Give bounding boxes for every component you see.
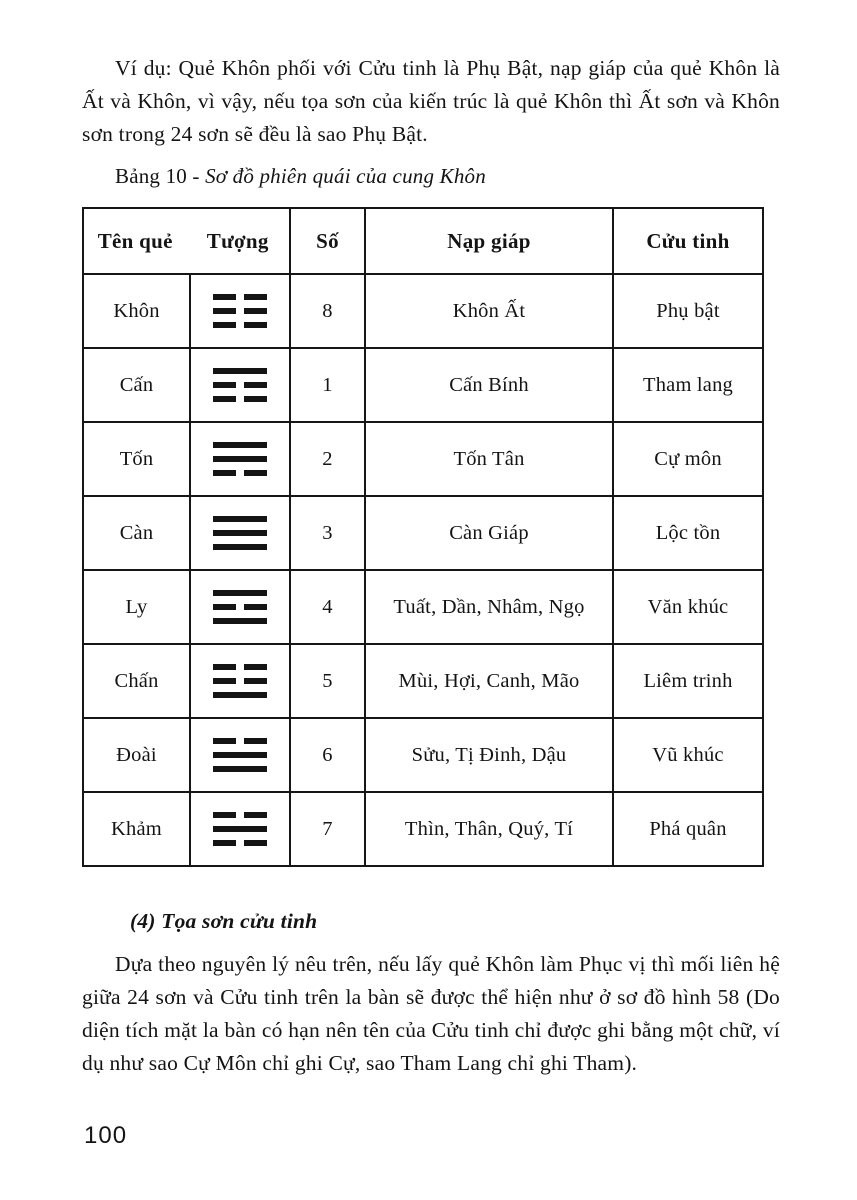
trigram-number-cell: 1 (290, 348, 365, 422)
solid-line (213, 544, 267, 550)
column-header-tuong: Tượng (206, 228, 269, 253)
body-paragraph: Dựa theo nguyên lý nêu trên, nếu lấy quẻ Khôn làm Phục vị thì mối liên hệ giữa 24 sơn và Cửu tinh trên la bàn sẽ được thể hiện như ở sơ đồ hình 58 (Do diện tích mặt la bàn có hạn nên tên của Cửu tinh chỉ được ghi bằng một chữ, ví dụ như sao Cự Môn chỉ ghi Cự, sao Tham Lang chỉ ghi Tham). (82, 952, 780, 1075)
cuu-tinh-cell: Liêm trinh (613, 644, 763, 718)
broken-line (213, 294, 267, 300)
cuu-tinh-cell: Phá quân (613, 792, 763, 866)
intro-paragraph: Ví dụ: Quẻ Khôn phối với Cửu tinh là Phụ Bật, nạp giáp của quẻ Khôn là Ất và Khôn, vì vậy, nếu tọa sơn của kiến trúc là quẻ Khôn thì Ất sơn và Khôn sơn trong 24 sơn sẽ đều là sao Phụ Bật. (82, 56, 780, 146)
cuu-tinh-cell: Cự môn (613, 422, 763, 496)
broken-line (213, 322, 267, 328)
trigram-symbol-cell (190, 718, 290, 792)
table-row (83, 496, 763, 570)
column-header-cuu-tinh: Cửu tinh (613, 208, 763, 274)
trigram-number-cell: 2 (290, 422, 365, 496)
trigram-name-cell: Khôn (83, 274, 190, 348)
nap-giap-cell: Khôn Ất (365, 274, 613, 348)
nap-giap-cell: Mùi, Hợi, Canh, Mão (365, 644, 613, 718)
solid-line (213, 618, 267, 624)
trigram-symbol-cell (190, 644, 290, 718)
broken-line (213, 604, 267, 610)
table-caption-title: Sơ đồ phiên quái của cung Khôn (205, 164, 486, 188)
trigram-kan-icon (213, 812, 267, 846)
trigram-dui-icon (213, 738, 267, 772)
cuu-tinh-cell: Văn khúc (613, 570, 763, 644)
broken-line (213, 470, 267, 476)
table-caption-label: Bảng 10 - (115, 164, 206, 188)
solid-line (213, 752, 267, 758)
nap-giap-cell: Tuất, Dần, Nhâm, Ngọ (365, 570, 613, 644)
broken-line (213, 308, 267, 314)
column-header-so: Số (290, 208, 365, 274)
page-number: 100 (84, 1122, 128, 1149)
column-header-nap-giap: Nạp giáp (365, 208, 613, 274)
cuu-tinh-cell: Vũ khúc (613, 718, 763, 792)
trigram-symbol-cell (190, 570, 290, 644)
trigram-gen-icon (213, 368, 267, 402)
nap-giap-cell: Thìn, Thân, Quý, Tí (365, 792, 613, 866)
table-row (83, 718, 763, 792)
trigram-name-cell: Ly (83, 570, 190, 644)
trigram-name-cell: Tốn (83, 422, 190, 496)
broken-line (213, 840, 267, 846)
trigram-name-cell: Đoài (83, 718, 190, 792)
trigram-number-cell: 8 (290, 274, 365, 348)
solid-line (213, 692, 267, 698)
table-header-row (83, 208, 763, 274)
solid-line (213, 456, 267, 462)
table-row (83, 792, 763, 866)
trigram-name-cell: Cấn (83, 348, 190, 422)
trigram-number-cell: 3 (290, 496, 365, 570)
table-row (83, 570, 763, 644)
trigram-symbol-cell (190, 792, 290, 866)
column-header-ten-que: Tên quẻ (97, 228, 173, 253)
trigram-symbol-cell (190, 348, 290, 422)
nap-giap-cell: Càn Giáp (365, 496, 613, 570)
section-heading: (4) Tọa sơn cửu tinh (130, 909, 318, 933)
table-row (83, 422, 763, 496)
trigram-name-cell: Chấn (83, 644, 190, 718)
solid-line (213, 826, 267, 832)
trigram-number-cell: 5 (290, 644, 365, 718)
table-caption (115, 164, 780, 189)
solid-line (213, 368, 267, 374)
solid-line (213, 442, 267, 448)
broken-line (213, 812, 267, 818)
cuu-tinh-cell: Lộc tồn (613, 496, 763, 570)
broken-line (213, 396, 267, 402)
cuu-tinh-cell: Tham lang (613, 348, 763, 422)
nap-giap-cell: Tốn Tân (365, 422, 613, 496)
broken-line (213, 738, 267, 744)
table-row (83, 348, 763, 422)
broken-line (213, 382, 267, 388)
trigram-name-cell: Khảm (83, 792, 190, 866)
trigram-li-icon (213, 590, 267, 624)
broken-line (213, 678, 267, 684)
nap-giap-cell: Cấn Bính (365, 348, 613, 422)
trigram-symbol-cell (190, 274, 290, 348)
trigram-qian-icon (213, 516, 267, 550)
table-row (83, 274, 763, 348)
cuu-tinh-cell: Phụ bật (613, 274, 763, 348)
trigram-name-cell: Càn (83, 496, 190, 570)
solid-line (213, 766, 267, 772)
trigram-number-cell: 4 (290, 570, 365, 644)
trigram-symbol-cell (190, 496, 290, 570)
trigram-kun-icon (213, 294, 267, 328)
solid-line (213, 590, 267, 596)
table-row (83, 644, 763, 718)
trigram-symbol-cell (190, 422, 290, 496)
trigram-number-cell: 6 (290, 718, 365, 792)
phien-quai-table (82, 207, 764, 867)
solid-line (213, 530, 267, 536)
solid-line (213, 516, 267, 522)
trigram-number-cell: 7 (290, 792, 365, 866)
trigram-zhen-icon (213, 664, 267, 698)
nap-giap-cell: Sửu, Tị Đinh, Dậu (365, 718, 613, 792)
broken-line (213, 664, 267, 670)
trigram-xun-icon (213, 442, 267, 476)
header-cell-name-symbol (83, 208, 290, 274)
